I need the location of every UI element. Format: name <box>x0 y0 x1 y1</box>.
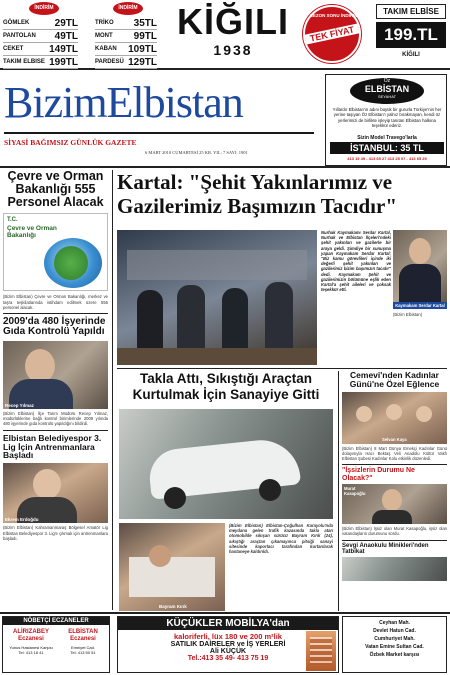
ministry-logo: T.C. Çevre ve Orman Bakanlığı <box>3 213 108 291</box>
lead-headline: Kartal: "Şehit Yakınlarımız ve Gazilerimiz Başımızın Tacıdır" <box>117 170 397 218</box>
price-row: GÖMLEK 29TL <box>3 17 78 29</box>
dateline: 6 MART 2010 CUMARTESİ 25 KR. YIL: 7 SAYI: 1901 <box>145 150 248 155</box>
kaymakam-photo <box>393 230 447 308</box>
suit-price-box: TAKIM ELBİSE 199.TL KİĞILI <box>376 4 446 66</box>
newspaper-title: BizimElbistan <box>4 78 243 127</box>
story-headline: Çevre ve Orman Bakanlığı 555 Personel Alacak <box>7 169 104 210</box>
right-column: Cemevi'nden Kadınlar Günü'ne Özel Eğlence Selvan Kaya (Bizim Elbistan) 8 Mart Dünya Emekçi Kadınlar Günü dolayısıyla Hacı Bektaş Veli Anadolu Kültür Vakfı Elbistan Şubesi Kadınlar Kolu etkinlik düzenledi. "İşsizlerin Durumu Ne Olacak?" Murat Kasapoğlu (Bizim Elbistan) İşsiz olan Murat Kasapoğlu, işsiz olan vatandaşların durumunu sordu. Sevgi Anaokulu Minikleri'nden Tatbikat <box>342 371 447 611</box>
lead-body: Nurhak Kaymakamı Serdar Kartal, Nurhak ve Elbistan İlçeleri'ndeki şehit yakınları ve gazilerle bir araya geldi. Şimdiye bir sunuşma yapan Kaymakam Serdar Kartal; "Biz kamu görevlileri içinde iki değerli şehit yakınları ve gazilerimiz bizim başımızın tacıdır" dedi. Kaymakam Şehit ve gazilerimizin bölümüne eşlik eden Kartal'a şehit aileleri ve çoksak teşekkür etti. <box>321 230 391 293</box>
center-story <box>117 371 335 611</box>
women-photo: Selvan Kaya <box>342 392 447 444</box>
travel-ad: Öz ELBİSTAN SEYAHAT Yıllardır Elbistan'ın adını büyük bir gururla Türkiye'nin her yerine taşıyan Öz Elbistan'ı yalnız bırakmayan, kendi öz yerlerimizi de birlikte işleyip tanıtan Elbistan halkına teşekkür ederiz. Sizin Model Travego'larla İSTANBUL: 35 TL 413 19 49 - 413 65 27 413 25 07 - 413 65 29 <box>325 74 447 166</box>
masthead-ad <box>0 0 450 70</box>
story-headline: Takla Attı, Sıkıştığı Araçtan Kurtulmak İçin Sanayiye Gitti <box>132 371 320 402</box>
building-icon <box>306 631 336 671</box>
brand-logo: KİĞILI 1938 <box>177 1 289 58</box>
story-headline: Cemevi'nden Kadınlar Günü'ne Özel Eğlence <box>349 370 440 389</box>
season-seal: SEZON SONU İNDİRİM TEK FİYAT <box>303 5 361 63</box>
wrecked-car-photo <box>119 409 333 519</box>
newspaper-subtitle: SİYASİ BAĞIMSIZ GÜNLÜK GAZETE <box>4 138 137 147</box>
story-headline: "İşsizlerin Durumu Ne Olacak?" <box>342 467 415 482</box>
kids-photo <box>342 557 447 581</box>
meeting-photo <box>117 230 317 365</box>
story-headline: Sevgi Anaokulu Minikleri'nden Tatbikat <box>342 542 429 555</box>
furniture-ad: KÜÇÜKLER MOBİLYA'dan kaloriferli, lüx 180 ve 200 m²lik SATILIK DAİRELER ve İŞ YERLERİ Ali KÜÇÜK Tel.:413 35 49- 413 75 19 <box>117 616 339 673</box>
discount-badge-mid: İNDİRİM <box>113 2 143 15</box>
portrait-photo: Ekrem Erdoğdu <box>3 463 108 523</box>
price-row: CEKET 149TL <box>3 43 78 55</box>
patient-photo: Bayram Kırık <box>119 523 225 611</box>
newspaper-header <box>0 74 320 164</box>
story-headline: Elbistan Belediyespor 3. Lig İçin Antrenmanlara Başladı <box>3 432 102 461</box>
price-row: PANTOLAN 49TL <box>3 30 78 42</box>
portrait-photo: Recep Yılmaz <box>3 341 108 409</box>
story-headline: 2009'da 480 İşyerinde Gıda Kontrolü Yapıldı <box>3 315 106 338</box>
price-row: TAKIM ELBISE 199TL <box>3 56 78 68</box>
lead-story: Kartal: "Şehit Yakınlarımız ve Gazilerimiz Başımızın Tacıdır" Kaymakam Serdar Kartal Nurhak Kaymakamı Serdar Kartal, Nurhak ve Elbistan İlçeleri'ndeki şehit yakınları ve gazilerle bir araya geldi. Şimdiye bir sunuşma yapan Kaymakam Serdar Kartal; "Biz kamu görevlileri içinde iki değerli şehit yakınları ve gazilerimiz bizim başımızın tacıdır" dedi. Kaymakam Şehit ve gazilerimizin bölümüne eşlik eden Kartal'a şehit aileleri ve çoksak teşekkür etti. (Bizim Elbistan) <box>117 170 447 366</box>
photo-caption: Kaymakam Serdar Kartal <box>393 302 447 309</box>
left-column: Çevre ve Orman Bakanlığı 555 Personel Alacak T.C. Çevre ve Orman Bakanlığı (Bizim Elbistan) Çevre ve Orman Bakanlığı, merkez ve taşra teşkilatlarında istihdam edilmek üzere 555 personel alacak. 2009'da 480 İşyerinde Gıda Kontrolü Yapıldı Recep Yılmaz (Bizim Elbistan) İlçe Tarım Müdürü Recep Yılmaz, müdürlüklerine bağlı kontrol birimlerinde 2009 yılında 480 işyerinde gıda kontrolü yapıldığını bildirdi. Elbistan Belediyespor 3. Lig İçin Antrenmanlara Başladı Ekrem Erdoğdu (Bizim Elbistan) Kahramanmaraş Bölgesel Amatör Lig Elbistan Belediyespor 3. Lig'e çıkmak için antrenmanlara başladı. <box>3 169 108 541</box>
story-body: (Bizim Elbistan) Elbistan-Çoğulhan Karayolu'nda meydana gelen trafik kazasında takla atan otomobilde sıkışan sürücü Bayram Kırık (24), sıkıştığı araçtan çıkamayınca pitsiği sanayi sitesinde kaportacı tarafından kurtarılarak hastaneye kaldırıldı. <box>229 523 333 555</box>
ministry-emblem-icon <box>44 238 102 288</box>
travel-logo: Öz ELBİSTAN SEYAHAT <box>350 78 424 104</box>
address-ad: Ceyhan Mah. Devlet Hatun Cad. Cumhuriyet Mah. Vatan Emine Sultan Cad. Özbek Market karşısı <box>342 616 447 673</box>
pharmacy-box: NÖBETÇİ ECZANELER ALİRIZABEY Eczanesi Yunus Hastanesi Karşısı Tel: 413 18 41 ELBİSTAN Eczanesi Emniyet Cad. Tel: 413 50 51 <box>2 616 110 673</box>
discount-badge-left: İNDİRİM <box>29 2 59 15</box>
portrait-photo: Murat Kasapoğlu <box>342 484 447 524</box>
price-list-mid: İNDİRİM TRİKO 35TL MONT 99TL KABAN 109TL PARDESÜ 129TL <box>95 4 157 66</box>
price-list-left <box>3 4 78 66</box>
